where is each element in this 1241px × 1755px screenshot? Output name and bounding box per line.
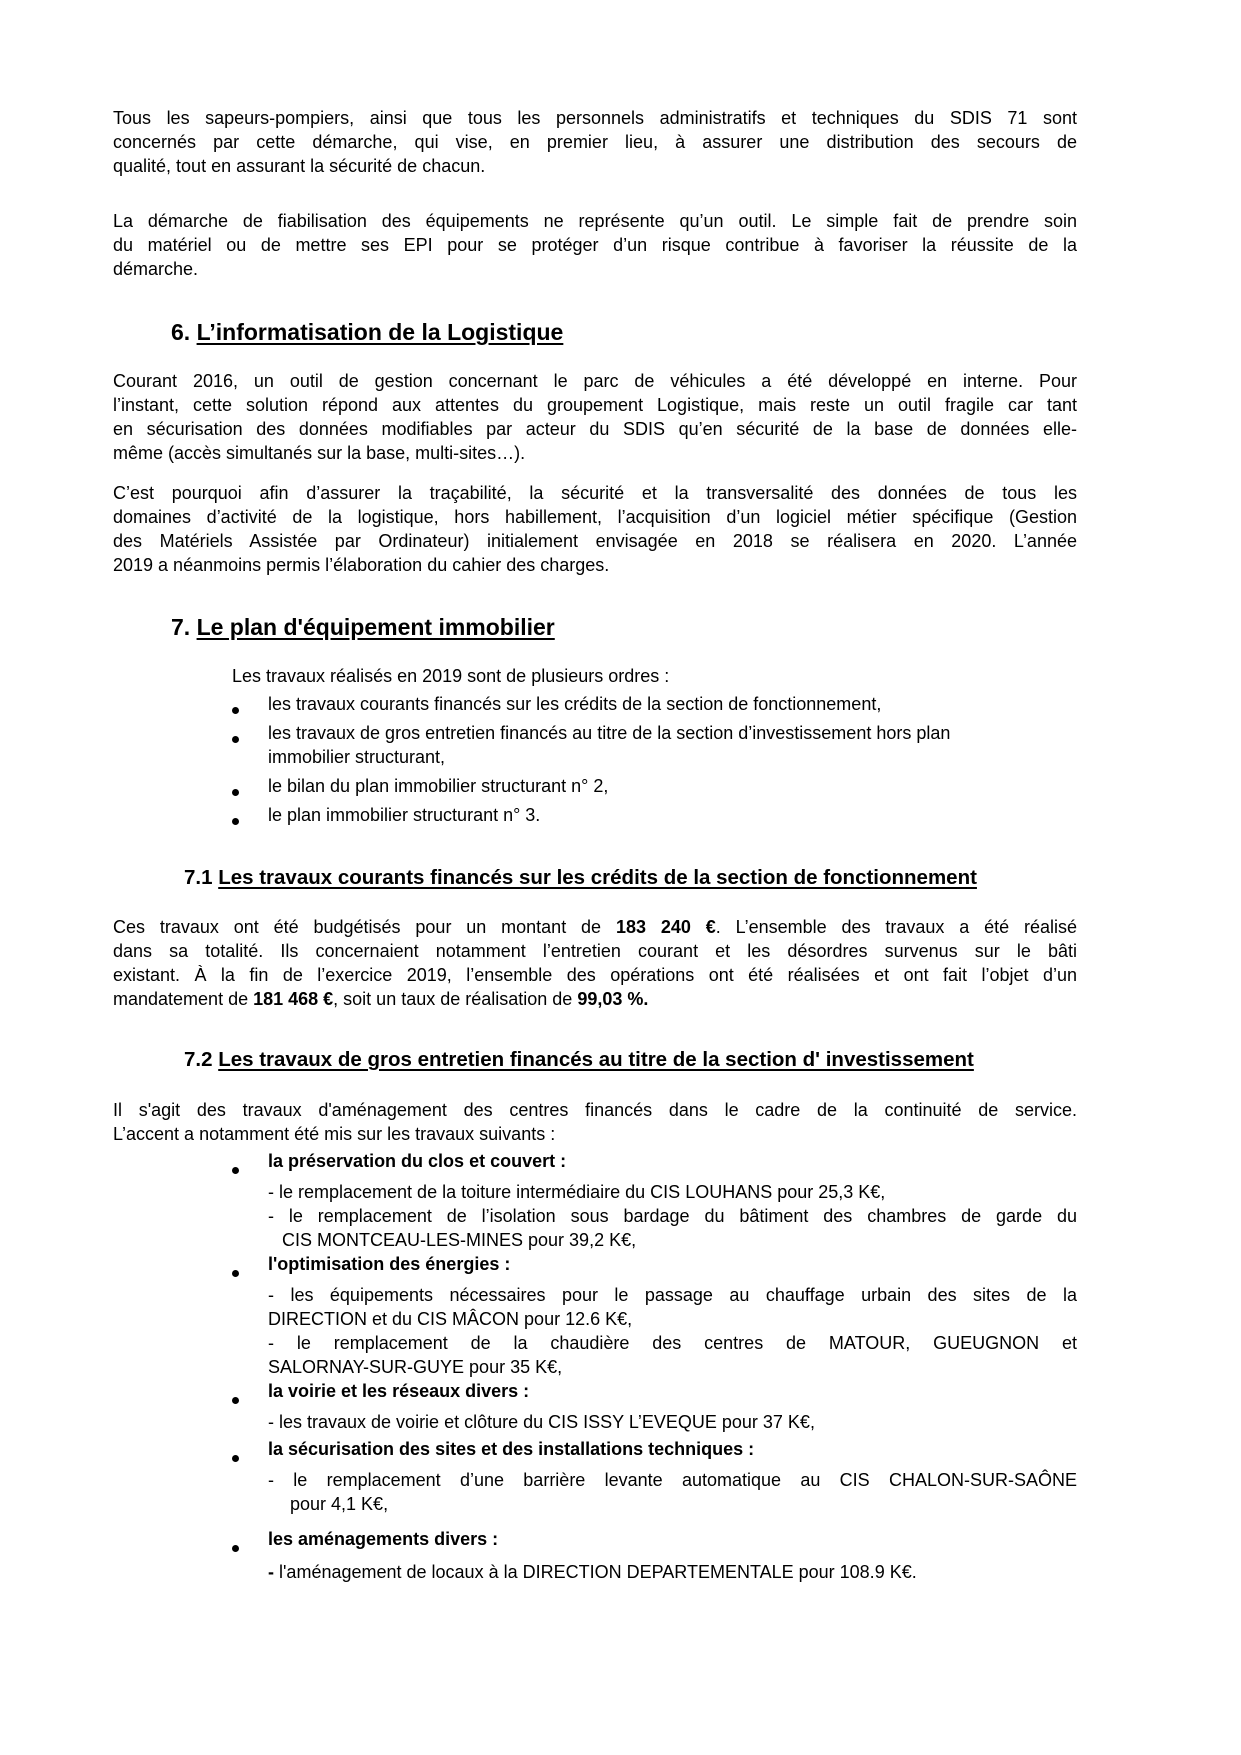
bullet-icon bbox=[232, 707, 239, 714]
heading-title: Les travaux courants financés sur les crédits de la section de fonctionnement bbox=[218, 866, 977, 889]
bullet-icon bbox=[232, 1397, 239, 1404]
group-title: la préservation du clos et couvert : bbox=[268, 1151, 567, 1171]
list-item-continuation: immobilier structurant, bbox=[268, 747, 446, 767]
text-line bbox=[268, 1560, 1077, 1584]
paragraph-outil-gestion bbox=[113, 369, 1077, 465]
completion-rate: 99,03 %. bbox=[577, 989, 649, 1009]
group-items bbox=[268, 1410, 1077, 1434]
text-line: pour 4,1 K€, bbox=[290, 1494, 389, 1514]
text-line: SALORNAY-SUR-GUYE pour 35 K€, bbox=[268, 1357, 563, 1377]
text-line bbox=[113, 987, 1077, 1011]
section-heading-7-1 bbox=[184, 866, 977, 890]
heading-number: 7.2 bbox=[184, 1048, 213, 1071]
amount-budget: 183 240 € bbox=[615, 917, 716, 937]
group-items bbox=[268, 1180, 1077, 1252]
bullet-icon bbox=[232, 1455, 239, 1462]
text-line: concernés par cette démarche, qui vise, en premier lieu, à assurer une distribution des secours de bbox=[113, 132, 1077, 152]
paragraph-personnel bbox=[113, 106, 1077, 178]
amount-mandate: 181 468 € bbox=[253, 989, 334, 1009]
text-line: 2019 a néanmoins permis l’élaboration du cahier des charges. bbox=[113, 555, 610, 575]
bullet-icon bbox=[232, 1167, 239, 1174]
group-title: les aménagements divers : bbox=[268, 1529, 499, 1549]
text-line: C’est pourquoi afin d’assurer la traçabilité, la sécurité et la transversalité des données de tous les bbox=[113, 483, 1077, 503]
group-items bbox=[268, 1468, 1077, 1516]
dash-marker: - bbox=[268, 1562, 279, 1582]
text-line: existant. À la fin de l’exercice 2019, l’ensemble des opérations ont été réalisées et ont fait l’objet d’un bbox=[113, 965, 1077, 985]
group-items bbox=[268, 1283, 1077, 1379]
paragraph-fiabilisation bbox=[113, 209, 1077, 281]
text-line: dans sa totalité. Ils concernaient notamment l’entretien courant et les désordres survenus sur le bâti bbox=[113, 941, 1077, 961]
list-item: les travaux de gros entretien financés au titre de la section d’investissement hors plan bbox=[268, 723, 951, 743]
section-heading-7-2 bbox=[184, 1048, 974, 1072]
text-run: . L’ensemble des travaux a été réalisé bbox=[715, 917, 1078, 937]
heading-number: 6. bbox=[171, 319, 191, 345]
section-heading-7 bbox=[171, 614, 555, 641]
bullet-icon bbox=[232, 818, 239, 825]
text-line: L’accent a notamment été mis sur les travaux suivants : bbox=[113, 1124, 556, 1144]
text-line: domaines d’activité de la logistique, hors habillement, l’acquisition d’un logiciel métier spécifique (Gestion bbox=[113, 507, 1077, 527]
text-line: La démarche de fiabilisation des équipements ne représente qu’un outil. Le simple fait de prendre soin bbox=[113, 211, 1077, 231]
text-line: des Matériels Assistée par Ordinateur) initialement envisagée en 2018 se réalisera en 2020. L’année bbox=[113, 531, 1077, 551]
group-title: la voirie et les réseaux divers : bbox=[268, 1381, 530, 1401]
paragraph-travaux-courants bbox=[113, 915, 1077, 1011]
text-run: , soit un taux de réalisation de bbox=[333, 989, 578, 1009]
heading-number: 7.1 bbox=[184, 866, 213, 889]
list-item: les travaux courants financés sur les crédits de la section de fonctionnement, bbox=[268, 694, 882, 714]
text-run: Ces travaux ont été budgétisés pour un montant de bbox=[113, 917, 616, 937]
text-line: démarche. bbox=[113, 259, 199, 279]
text-run: mandatement de bbox=[113, 989, 254, 1009]
bullet-icon bbox=[232, 789, 239, 796]
section-heading-6 bbox=[171, 319, 563, 346]
section-7-intro: Les travaux réalisés en 2019 sont de plusieurs ordres : bbox=[232, 666, 670, 686]
text-line: qualité, tout en assurant la sécurité de chacun. bbox=[113, 156, 486, 176]
text-line: - les travaux de voirie et clôture du CIS ISSY L’EVEQUE pour 37 K€, bbox=[268, 1412, 815, 1432]
text-line: CIS MONTCEAU-LES-MINES pour 39,2 K€, bbox=[282, 1230, 637, 1250]
heading-title: Le plan d'équipement immobilier bbox=[196, 614, 555, 640]
heading-title: L’informatisation de la Logistique bbox=[196, 319, 564, 345]
text-line: - les équipements nécessaires pour le passage au chauffage urbain des sites de la bbox=[268, 1285, 1077, 1305]
text-line: l’instant, cette solution répond aux attentes du groupement Logistique, mais reste un outil fragile car tant bbox=[113, 395, 1077, 415]
text-line: - le remplacement de la chaudière des centres de MATOUR, GUEUGNON et bbox=[268, 1333, 1077, 1353]
bullet-icon bbox=[232, 736, 239, 743]
text-line: même (accès simultanés sur la base, multi-sites…). bbox=[113, 443, 526, 463]
bullet-icon bbox=[232, 1270, 239, 1277]
text-line: en sécurisation des données modifiables par acteur du SDIS qu’en sécurité de la base de données elle- bbox=[113, 419, 1077, 439]
text-run: l'aménagement de locaux à la DIRECTION DEPARTEMENTALE pour 108.9 K€. bbox=[279, 1562, 917, 1582]
bullet-icon bbox=[232, 1545, 239, 1552]
list-item: le bilan du plan immobilier structurant n° 2, bbox=[268, 776, 609, 796]
text-line: Courant 2016, un outil de gestion concernant le parc de véhicules a été développé en interne. Pour bbox=[113, 371, 1077, 391]
text-line bbox=[113, 915, 1077, 939]
heading-title: Les travaux de gros entretien financés au titre de la section d' investissement bbox=[218, 1048, 974, 1071]
text-line: - le remplacement de la toiture intermédiaire du CIS LOUHANS pour 25,3 K€, bbox=[268, 1182, 886, 1202]
text-line: - le remplacement d’une barrière levante automatique au CIS CHALON-SUR-SAÔNE bbox=[268, 1470, 1077, 1490]
paragraph-logiciel bbox=[113, 481, 1077, 577]
paragraph-amenagement bbox=[113, 1098, 1077, 1146]
text-line: DIRECTION et du CIS MÂCON pour 12.6 K€, bbox=[268, 1309, 633, 1329]
group-items bbox=[268, 1560, 1077, 1584]
group-title: la sécurisation des sites et des installations techniques : bbox=[268, 1439, 755, 1459]
heading-number: 7. bbox=[171, 614, 191, 640]
text-line: Il s'agit des travaux d'aménagement des centres financés dans le cadre de la continuité de service. bbox=[113, 1100, 1077, 1120]
text-line: Tous les sapeurs-pompiers, ainsi que tous les personnels administratifs et techniques du SDIS 71 sont bbox=[113, 108, 1077, 128]
text-line: du matériel ou de mettre ses EPI pour se protéger d’un risque contribue à favoriser la réussite de la bbox=[113, 235, 1077, 255]
text-line: - le remplacement de l’isolation sous bardage du bâtiment des chambres de garde du bbox=[268, 1206, 1077, 1226]
list-item: le plan immobilier structurant n° 3. bbox=[268, 805, 541, 825]
group-title: l'optimisation des énergies : bbox=[268, 1254, 511, 1274]
